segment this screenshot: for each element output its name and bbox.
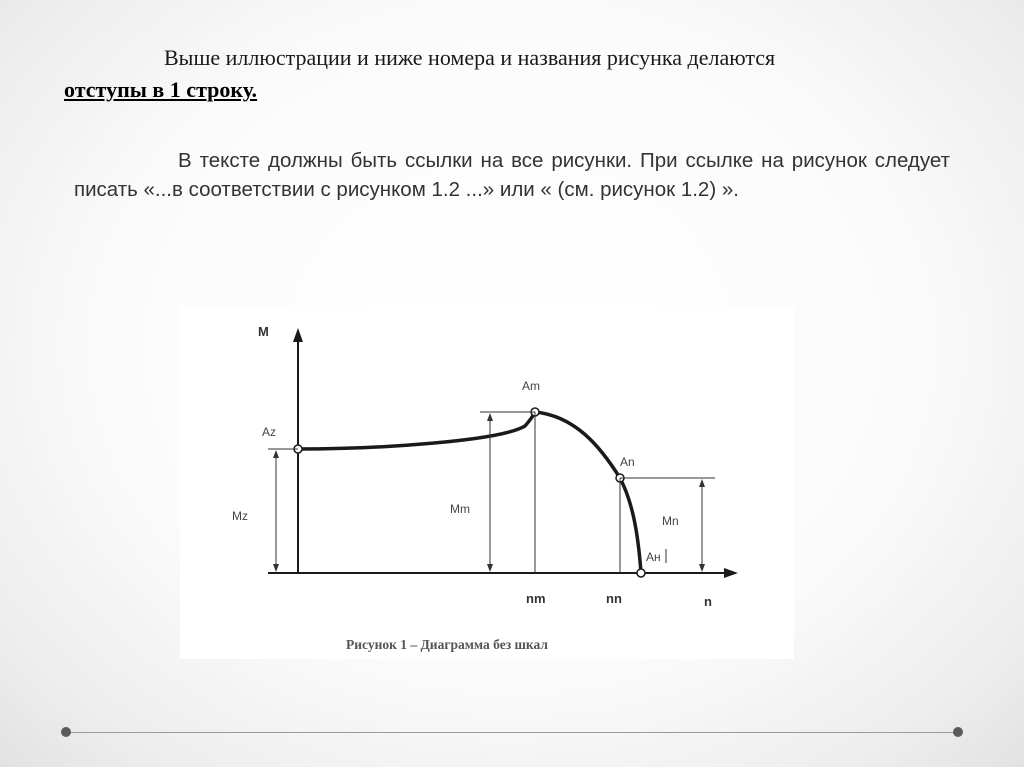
mn-arrow-up-icon: [699, 479, 705, 487]
intro-text: Выше иллюстрации и ниже номера и названия рисунка делаются: [164, 45, 776, 70]
label-am: Am: [522, 379, 540, 393]
x-axis-label: n: [704, 594, 712, 609]
mm-arrow-up-icon: [487, 413, 493, 421]
bullet-dot-icon: [61, 727, 71, 737]
reference-paragraph: [74, 146, 950, 204]
tick-nm: nm: [526, 591, 546, 606]
x-axis-arrow-icon: [724, 568, 738, 578]
intro-paragraph: [64, 42, 964, 106]
label-mm: Mm: [450, 502, 470, 516]
mz-arrow-up-icon: [273, 450, 279, 458]
curve-rising: [298, 412, 535, 449]
figure: [180, 306, 794, 659]
y-axis-arrow-icon: [293, 328, 303, 342]
figure-caption: Рисунок 1 – Диаграмма без шкал: [346, 637, 548, 652]
reference-text: В тексте должны быть ссылки на все рисунки. При ссылке на рисунок следует писать «...в соответствии с рисунком 1.2 ...» или « (см. рисунок 1.2) ».: [74, 149, 950, 201]
mz-arrow-down-icon: [273, 564, 279, 572]
mm-arrow-down-icon: [487, 564, 493, 572]
label-az: Az: [262, 425, 277, 439]
point-ah: [637, 569, 645, 577]
mn-arrow-down-icon: [699, 564, 705, 572]
bottom-rule: [66, 732, 958, 733]
y-axis-label: M: [258, 324, 269, 339]
tick-nn: nn: [606, 591, 622, 606]
bullet-dot-icon: [953, 727, 963, 737]
label-mn: Mn: [662, 514, 679, 528]
label-ah: Aн: [646, 550, 661, 564]
label-an: An: [620, 455, 635, 469]
intro-emphasis: отступы в 1 строку.: [64, 77, 258, 102]
label-mz: Mz: [232, 509, 248, 523]
curve-falling: [535, 412, 641, 573]
diagram: [180, 306, 794, 659]
